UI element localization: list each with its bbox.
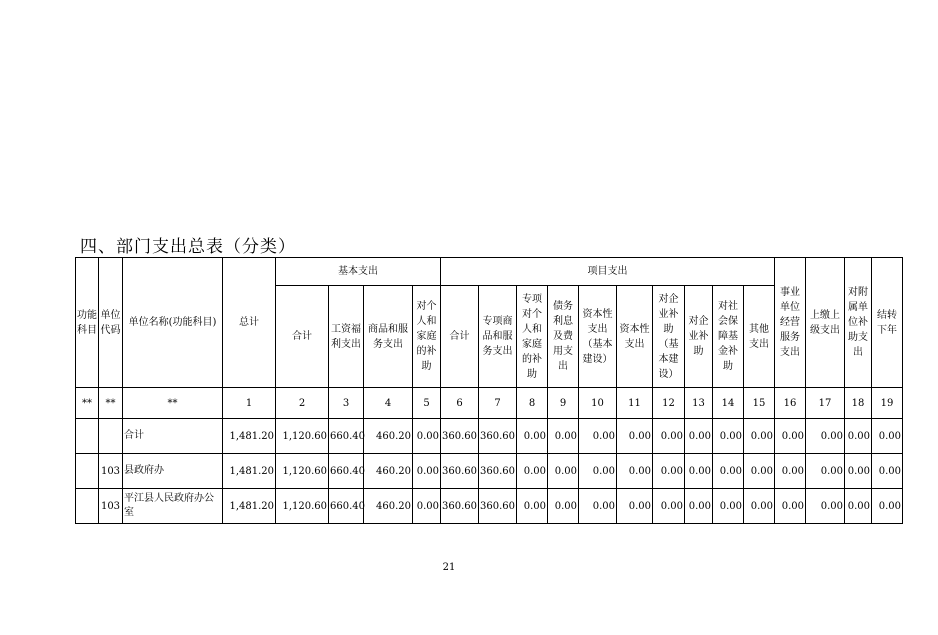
value-cell: 360.60 xyxy=(441,454,479,489)
header-project-col: 对企业补助 xyxy=(685,286,713,388)
header-carryover: 结转下年 xyxy=(872,258,903,388)
value-cell: 0.00 xyxy=(872,489,903,524)
index-cell: 6 xyxy=(441,388,479,419)
header-project-col: 合计 xyxy=(441,286,479,388)
value-cell: 1,120.60 xyxy=(276,419,329,454)
value-cell: 0.00 xyxy=(806,419,845,454)
index-cell: 7 xyxy=(479,388,517,419)
index-cell: ** xyxy=(123,388,223,419)
index-cell: 11 xyxy=(617,388,653,419)
value-cell: 0.00 xyxy=(579,419,617,454)
value-cell: 0.00 xyxy=(653,489,685,524)
value-cell: 0.00 xyxy=(775,419,806,454)
value-cell: 0.00 xyxy=(713,454,744,489)
value-cell: 0.00 xyxy=(845,454,872,489)
header-func-subject: 功能科目 xyxy=(76,258,99,388)
page-number: 21 xyxy=(442,562,456,573)
index-cell: 18 xyxy=(845,388,872,419)
value-cell: 0.00 xyxy=(744,489,775,524)
value-cell: 360.60 xyxy=(479,454,517,489)
value-cell: 0.00 xyxy=(617,419,653,454)
header-project-col: 对企业补助（基本建设） xyxy=(653,286,685,388)
index-cell: 16 xyxy=(775,388,806,419)
header-project-col: 其他支出 xyxy=(744,286,775,388)
value-cell: 660.40 xyxy=(329,489,364,524)
table-row xyxy=(76,489,938,524)
value-cell: 1,481.20 xyxy=(223,419,276,454)
value-cell: 360.60 xyxy=(479,489,517,524)
value-cell: 0.00 xyxy=(653,419,685,454)
value-cell: 460.20 xyxy=(364,419,413,454)
value-cell: 0.00 xyxy=(617,454,653,489)
value-cell: 0.00 xyxy=(806,454,845,489)
header-total: 总计 xyxy=(223,258,276,388)
header-project-col: 专项对个人和家庭的补助 xyxy=(517,286,548,388)
index-cell: 13 xyxy=(685,388,713,419)
header-project-col: 资本性支出 xyxy=(617,286,653,388)
index-cell: 9 xyxy=(548,388,579,419)
value-cell: 460.20 xyxy=(364,454,413,489)
value-cell: 0.00 xyxy=(579,489,617,524)
value-cell: 0.00 xyxy=(872,454,903,489)
header-upper: 上缴上级支出 xyxy=(806,258,845,388)
func-subject-cell xyxy=(76,489,99,524)
value-cell: 360.60 xyxy=(479,419,517,454)
value-cell: 0.00 xyxy=(685,489,713,524)
expenditure-table xyxy=(75,257,938,524)
value-cell: 0.00 xyxy=(653,454,685,489)
index-cell: ** xyxy=(76,388,99,419)
value-cell: 0.00 xyxy=(806,489,845,524)
value-cell: 0.00 xyxy=(845,489,872,524)
value-cell: 360.60 xyxy=(441,489,479,524)
value-cell: 0.00 xyxy=(548,489,579,524)
header-basic-col: 商品和服务支出 xyxy=(364,286,413,388)
index-cell: ** xyxy=(99,388,123,419)
header-unit-code: 单位代码 xyxy=(99,258,123,388)
header-project-col: 债务利息及费用支出 xyxy=(548,286,579,388)
value-cell: 1,120.60 xyxy=(276,454,329,489)
header-business: 事业单位经营服务支出 xyxy=(775,258,806,388)
value-cell: 0.00 xyxy=(548,454,579,489)
table-row xyxy=(76,454,938,489)
index-cell: 5 xyxy=(413,388,441,419)
header-affiliated: 对附属单位补助支出 xyxy=(845,258,872,388)
value-cell: 0.00 xyxy=(413,489,441,524)
header-basic-col: 对个人和家庭的补助 xyxy=(413,286,441,388)
value-cell: 0.00 xyxy=(872,419,903,454)
value-cell: 360.60 xyxy=(441,419,479,454)
value-cell: 1,120.60 xyxy=(276,489,329,524)
index-cell: 1 xyxy=(223,388,276,419)
value-cell: 0.00 xyxy=(413,454,441,489)
page-title: 四、部门支出总表（分类） xyxy=(80,237,296,257)
value-cell: 0.00 xyxy=(775,489,806,524)
index-cell: 3 xyxy=(329,388,364,419)
func-subject-cell xyxy=(76,419,99,454)
value-cell: 0.00 xyxy=(775,454,806,489)
value-cell: 1,481.20 xyxy=(223,454,276,489)
table-row xyxy=(76,419,938,454)
value-cell: 0.00 xyxy=(845,419,872,454)
value-cell: 0.00 xyxy=(517,489,548,524)
index-cell: 19 xyxy=(872,388,903,419)
index-cell: 2 xyxy=(276,388,329,419)
value-cell: 1,481.20 xyxy=(223,489,276,524)
unit-code-cell xyxy=(99,419,123,454)
value-cell: 0.00 xyxy=(517,419,548,454)
index-row xyxy=(76,388,938,419)
value-cell: 0.00 xyxy=(744,454,775,489)
value-cell: 0.00 xyxy=(713,419,744,454)
index-cell: 10 xyxy=(579,388,617,419)
header-project: 项目支出 xyxy=(441,258,775,286)
index-cell: 15 xyxy=(744,388,775,419)
header-project-col: 对社会保障基金补助 xyxy=(713,286,744,388)
header-basic: 基本支出 xyxy=(276,258,441,286)
value-cell: 660.40 xyxy=(329,419,364,454)
index-cell: 17 xyxy=(806,388,845,419)
index-cell: 12 xyxy=(653,388,685,419)
value-cell: 660.40 xyxy=(329,454,364,489)
value-cell: 0.00 xyxy=(713,489,744,524)
unit-code-cell: 103 xyxy=(99,489,123,524)
value-cell: 0.00 xyxy=(548,419,579,454)
header-basic-col: 工资福利支出 xyxy=(329,286,364,388)
value-cell: 0.00 xyxy=(517,454,548,489)
value-cell: 0.00 xyxy=(744,419,775,454)
header-unit-name: 单位名称(功能科目) xyxy=(123,258,223,388)
value-cell: 0.00 xyxy=(685,419,713,454)
unit-code-cell: 103 xyxy=(99,454,123,489)
header-basic-col: 合计 xyxy=(276,286,329,388)
value-cell: 460.20 xyxy=(364,489,413,524)
index-cell: 8 xyxy=(517,388,548,419)
value-cell: 0.00 xyxy=(413,419,441,454)
header-project-col: 专项商品和服务支出 xyxy=(479,286,517,388)
unit-name-cell: 平江县人民政府办公室 xyxy=(123,489,223,524)
func-subject-cell xyxy=(76,454,99,489)
unit-name-cell: 县政府办 xyxy=(123,454,223,489)
index-cell: 14 xyxy=(713,388,744,419)
value-cell: 0.00 xyxy=(579,454,617,489)
unit-name-cell: 合计 xyxy=(123,419,223,454)
value-cell: 0.00 xyxy=(685,454,713,489)
index-cell: 4 xyxy=(364,388,413,419)
value-cell: 0.00 xyxy=(617,489,653,524)
header-project-col: 资本性支出（基本建设） xyxy=(579,286,617,388)
